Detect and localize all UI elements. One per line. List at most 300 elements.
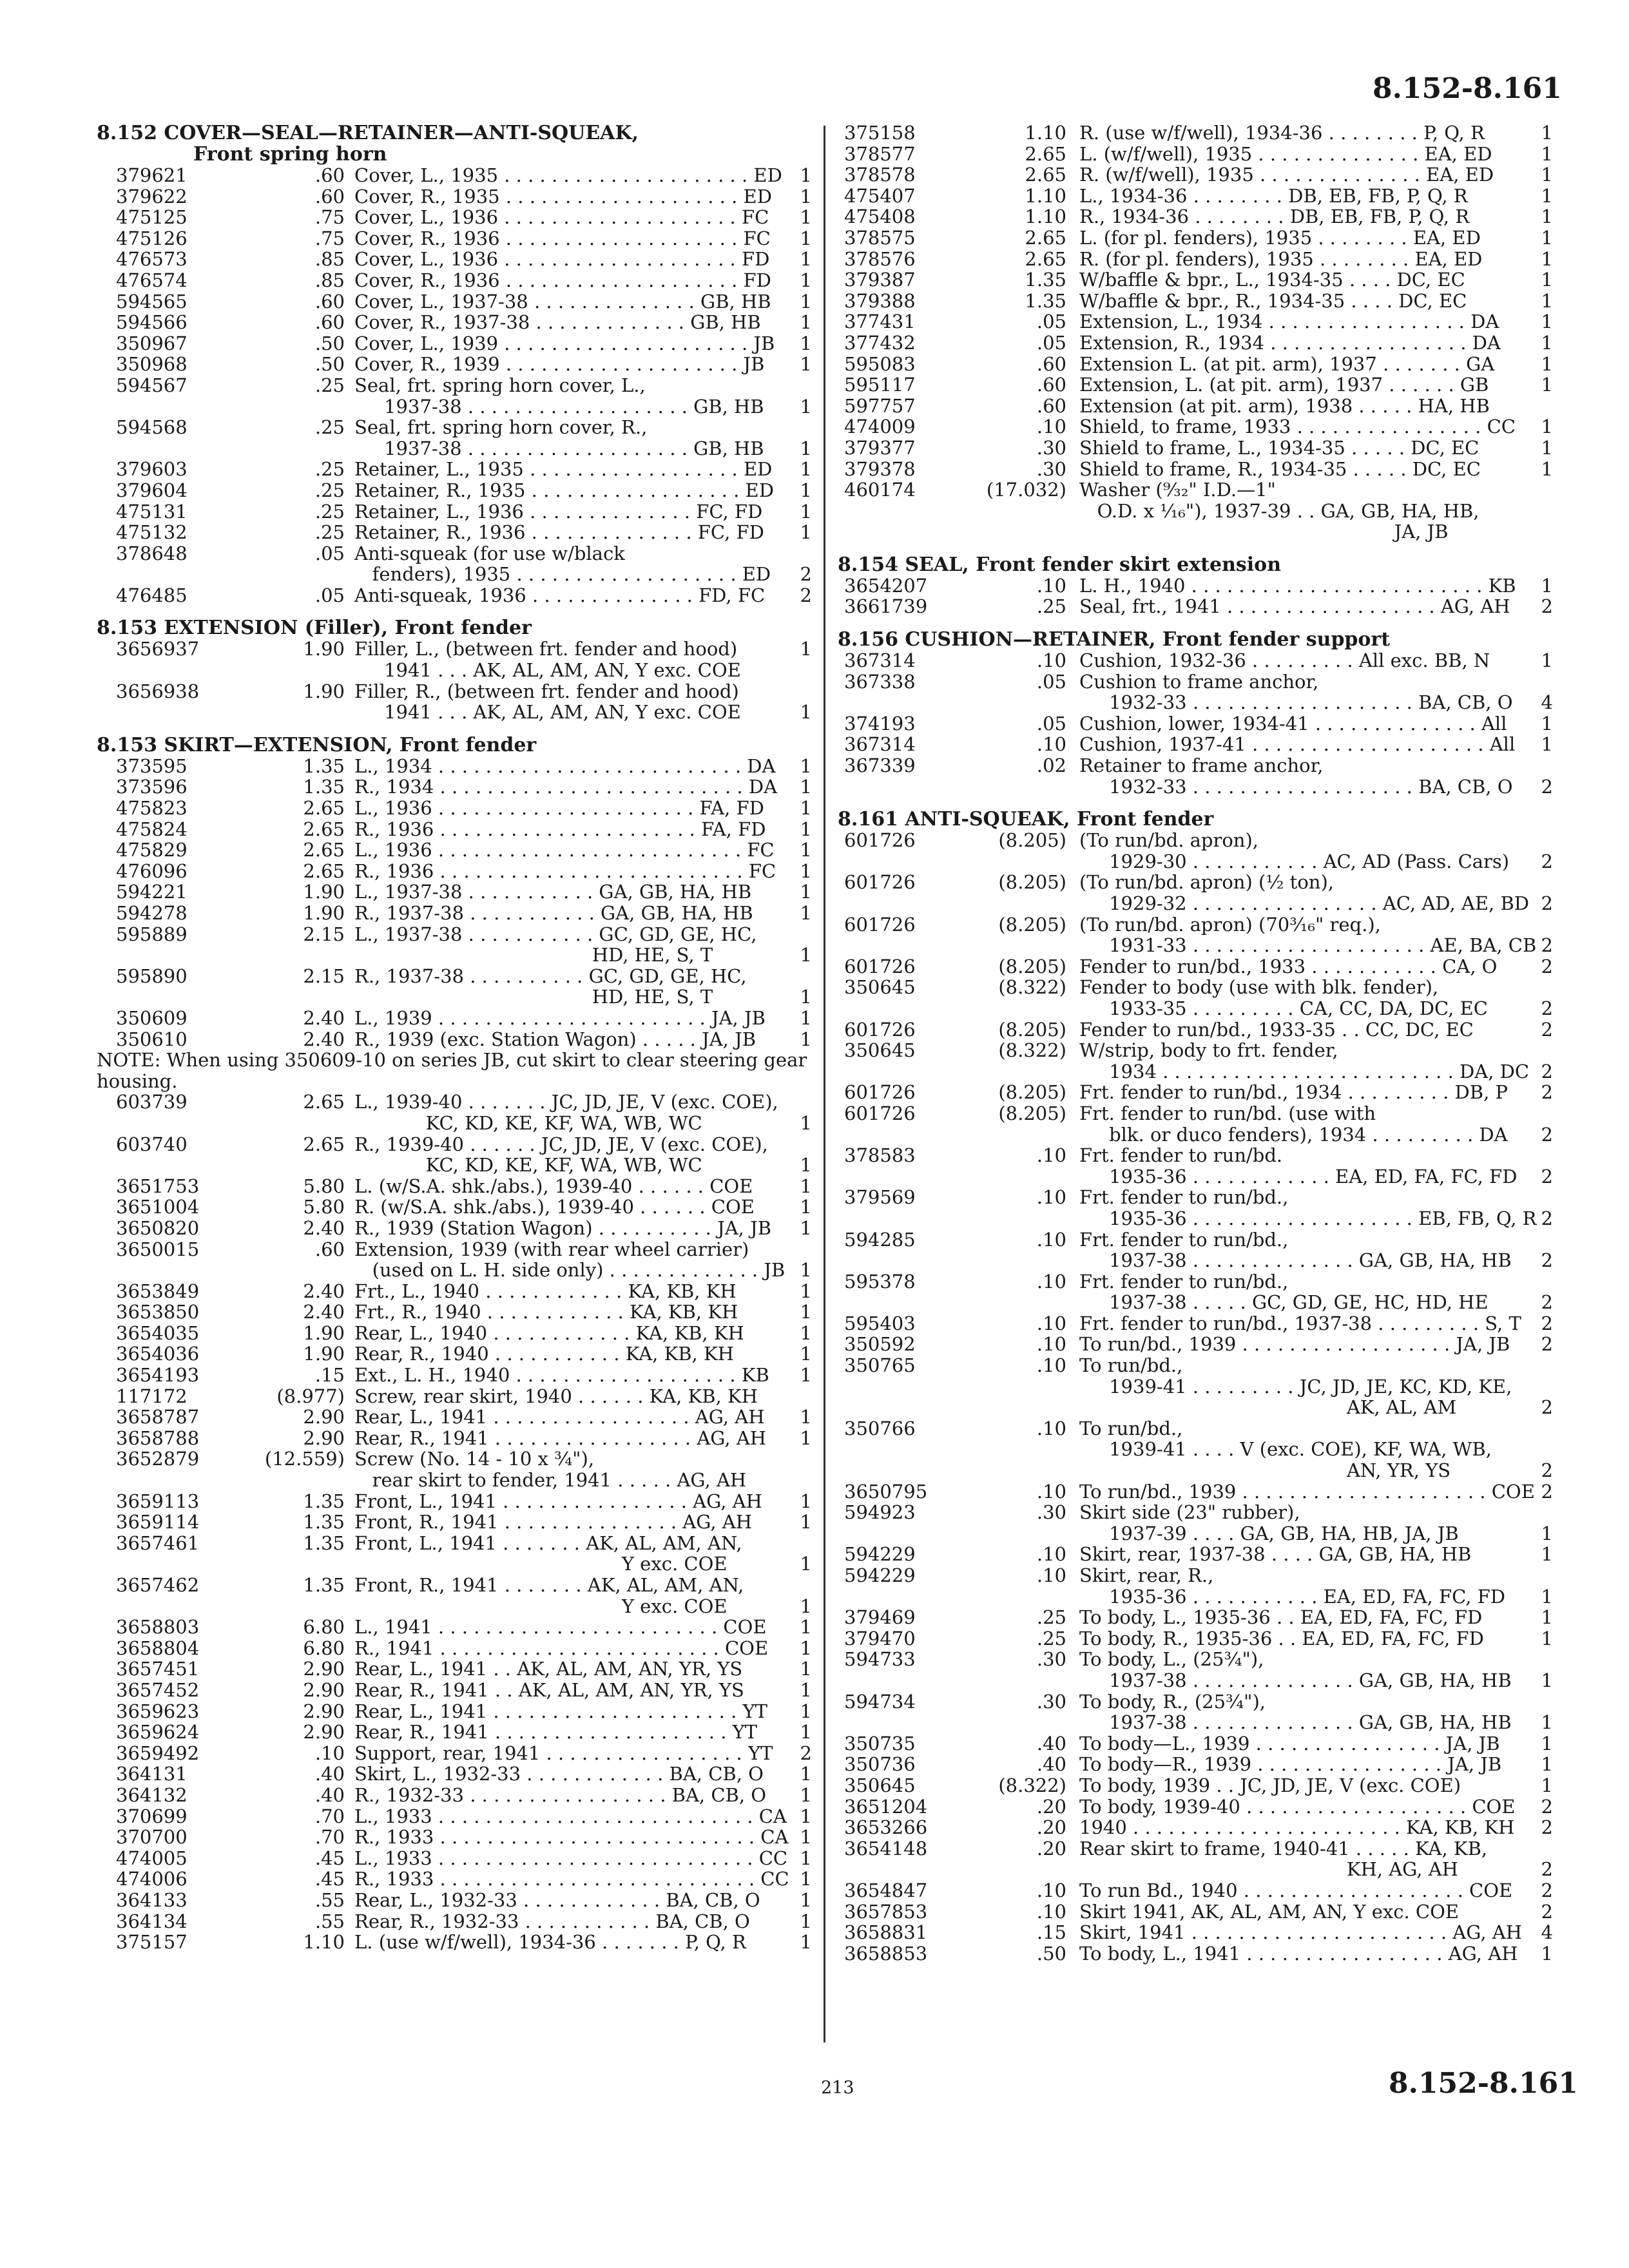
price: .10 [1036,1270,1066,1293]
part-number: 475125 [116,206,188,229]
part-number: 3658804 [116,1637,200,1659]
quantity: 1 [800,206,812,229]
parts-row [97,1658,812,1680]
description: Frt. fender to run/bd., 1937-38 . . . . . . . . . S, T [1079,1312,1521,1334]
quantity: 1 [800,754,812,777]
parts-row [97,1302,812,1323]
quantity: 2 [1541,1249,1553,1272]
part-number: 594567 [116,374,188,396]
parts-row [97,1491,812,1512]
parts-row [838,776,1553,798]
description: AN, YR, YS [1079,1459,1451,1482]
description: 1937-38 . . . . . . . . . . . . . . GA, GB, HA, HB [1079,1249,1512,1272]
price: .25 [314,374,345,396]
part-number: 597757 [844,394,916,417]
parts-row [97,1008,812,1029]
price: (8.205) [998,1018,1066,1041]
parts-row [97,1113,812,1134]
parts-row [838,1754,1553,1775]
part-number: 474005 [116,1847,188,1869]
part-number: 594221 [116,881,188,903]
description: Cover, R., 1939 . . . . . . . . . . . . . . . . . . . . JB [354,353,765,376]
quantity: 1 [1541,574,1553,597]
quantity: 1 [1541,1669,1553,1691]
quantity: 1 [800,944,812,966]
part-number: 595378 [844,1270,916,1293]
description: Retainer, R., 1936 . . . . . . . . . . . . . . FC, FD [354,521,764,544]
description: Fender to body (use with blk. fender), [1079,976,1439,999]
description: Skirt, rear, R., [1079,1564,1214,1586]
part-number: 379377 [844,436,916,459]
price: (8.205) [998,913,1066,936]
description: Cushion, 1932-36 . . . . . . . . . All exc. BB, N [1079,649,1490,672]
parts-row [838,354,1553,375]
price: .10 [1036,1354,1066,1377]
parts-row [838,186,1553,207]
part-number: 594733 [844,1648,916,1671]
description: Rear, L., 1932-33 . . . . . . . . . . . . BA, CB, O [354,1888,760,1911]
quantity: 1 [800,248,812,271]
parts-row [838,1880,1553,1901]
part-number: 601726 [844,829,916,852]
part-number: 373595 [116,754,188,777]
description: L., 1939-40 . . . . . . . JC, JD, JE, V (exc. COE), [354,1091,778,1113]
description: 1941 . . . AK, AL, AM, AN, Y exc. COE [354,659,741,682]
description: Cover, L., 1935 . . . . . . . . . . . . . . . . . . . . . ED [354,164,782,186]
parts-row [838,291,1553,312]
description: (To run/bd. apron) (½ ton), [1079,871,1334,894]
quantity: 1 [800,1595,812,1617]
parts-row [97,438,812,459]
quantity: 1 [800,479,812,501]
description: Filler, R., (between frt. fender and hood) [354,680,739,702]
part-number: 350609 [116,1006,188,1029]
part-number: 474006 [116,1868,188,1890]
parts-row [838,1733,1553,1754]
price: .10 [1036,1543,1066,1566]
section-heading: 8.156 CUSHION—RETAINER, Front fender support [838,628,1391,651]
description: Support, rear, 1941 . . . . . . . . . . . . . . . . . YT [354,1742,773,1764]
parts-row [97,756,812,777]
price: 2.15 [303,923,345,945]
quantity: 1 [800,860,812,882]
part-number: 594278 [116,902,188,924]
description: O.D. x ¹⁄₁₆"), 1937-39 . . GA, GB, HA, HB, [1079,499,1480,522]
quantity: 1 [1541,1543,1553,1566]
quantity: 2 [1541,1165,1553,1187]
part-number: 3658803 [116,1616,200,1639]
parts-row [97,1428,812,1449]
price: .50 [1036,1942,1066,1965]
description: L., 1933 . . . . . . . . . . . . . . . . . . . . . . . . . . . CC [354,1847,788,1869]
parts-row [838,851,1553,872]
quantity: 1 [1541,164,1553,186]
description: Extension (at pit. arm), 1938 . . . . . HA, HB [1079,394,1490,417]
price: 1.90 [303,680,345,702]
description: Screw, rear skirt, 1940 . . . . . . KA, KB, KH [354,1385,758,1407]
parts-row [838,956,1553,977]
price: .25 [1036,1627,1066,1649]
parts-row [838,1712,1553,1733]
description: L., 1937-38 . . . . . . . . . . . GC, GD, GE, HC, [354,923,757,945]
description: R., 1939 (exc. Station Wagon) . . . . . JA, JB [354,1028,757,1050]
price: .25 [314,500,345,523]
price: (12.559) [264,1448,345,1470]
quantity: 2 [1541,892,1553,914]
parts-row [838,1460,1553,1481]
quantity: 1 [800,797,812,820]
description: L. H., 1940 . . . . . . . . . . . . . . . . . . . . . . . . . KB [1079,574,1516,597]
part-number: 3659624 [116,1721,200,1744]
section-heading: 8.161 ANTI-SQUEAK, Front fender [838,808,1214,831]
part-number: 594229 [844,1564,916,1586]
quantity: 1 [1541,311,1553,333]
parts-row [97,1029,812,1050]
description: R., 1939 (Station Wagon) . . . . . . . . . . JA, JB [354,1216,772,1239]
part-number: 594566 [116,311,188,334]
part-number: 594568 [116,416,188,439]
quantity: 1 [800,1658,812,1680]
quantity: 1 [800,1154,812,1177]
description: HD, HE, S, T [354,944,713,966]
parts-row [97,417,812,438]
price: (8.205) [998,1102,1066,1124]
parts-row [838,755,1553,776]
quantity: 1 [800,311,812,334]
parts-row [838,1334,1553,1355]
description: Front, R., 1941 . . . . . . . AK, AL, AM, AN, [354,1574,744,1596]
price: .02 [1036,754,1066,777]
description: R., 1933 . . . . . . . . . . . . . . . . . . . . . . . . . . . CC [354,1868,789,1890]
part-number: 601726 [844,1102,916,1124]
parts-row [97,522,812,543]
part-number: 475131 [116,500,188,523]
parts-row [838,1775,1553,1796]
quantity: 1 [800,902,812,924]
parts-row [97,1785,812,1806]
description: L., 1934 . . . . . . . . . . . . . . . . . . . . . . . . . . DA [354,754,776,777]
price: .55 [314,1888,345,1911]
price: .45 [314,1868,345,1890]
description: 1929-32 . . . . . . . . . . . . . . . . AC, AD, AE, BD [1079,892,1530,914]
price: .75 [314,206,345,229]
part-number: 3654193 [116,1364,200,1387]
parts-row [97,1196,812,1218]
parts-row [838,998,1553,1019]
quantity: 2 [1541,1333,1553,1356]
parts-row [97,681,812,702]
part-number: 3657452 [116,1678,200,1701]
description: rear skirt to fender, 1941 . . . . . AG, AH [354,1469,747,1492]
part-number: 378576 [844,247,916,270]
description: 1934 . . . . . . . . . . . . . . . . . . . . . . . . . DA, DC [1079,1060,1530,1082]
price: .10 [1036,416,1066,438]
quantity: 1 [1541,269,1553,291]
description: L. (for pl. fenders), 1935 . . . . . . . . EA, ED [1079,226,1481,249]
part-number: 603739 [116,1091,188,1113]
quantity: 1 [800,1637,812,1659]
quantity: 2 [1541,1396,1553,1419]
quantity: 2 [1541,1207,1553,1229]
price: 1.90 [303,1343,345,1365]
part-number: 370700 [116,1826,188,1849]
description: R. (w/S.A. shk./abs.), 1939-40 . . . . . . COE [354,1196,755,1218]
parts-row [838,1376,1553,1398]
part-number: 379388 [844,289,916,312]
description: R., 1934 . . . . . . . . . . . . . . . . . . . . . . . . . . DA [354,776,778,798]
parts-row [838,1565,1553,1586]
parts-row [97,1701,812,1722]
quantity: 1 [1541,1627,1553,1649]
right-column [838,122,1553,1964]
description: Rear, R., 1941 . . . . . . . . . . . . . . . . . AG, AH [354,1427,767,1449]
description: Shield, to frame, 1933 . . . . . . . . . . . . . . . . CC [1079,416,1516,438]
description: 1937-38 . . . . . . . . . . . . . . GA, GB, HA, HB [1079,1669,1512,1691]
description: Retainer to frame anchor, [1079,754,1324,777]
price: 6.80 [303,1616,345,1639]
quantity: 1 [800,164,812,186]
price: .25 [314,479,345,501]
description: Screw (No. 14 - 10 x ¾"), [354,1448,595,1470]
quantity: 1 [1541,374,1553,396]
part-number: 379387 [844,269,916,291]
parts-row [97,1365,812,1386]
description: R., 1939-40 . . . . . . JC, JD, JE, V (exc. COE), [354,1133,768,1155]
quantity: 1 [1541,331,1553,354]
part-number: 475829 [116,839,188,861]
description: To body, R., 1935-36 . . EA, ED, FA, FC, FD [1079,1627,1484,1649]
parts-row [97,1869,812,1890]
quantity: 1 [800,1511,812,1533]
description: Cover, L., 1936 . . . . . . . . . . . . . . . . . . . . FD [354,248,770,271]
part-number: 3654036 [116,1343,200,1365]
quantity: 1 [800,1678,812,1701]
parts-row [838,1103,1553,1124]
price: 2.90 [303,1700,345,1722]
quantity: 1 [1541,142,1553,165]
parts-row [97,903,812,924]
part-number: 476573 [116,248,188,271]
price: .40 [314,1763,345,1785]
quantity: 1 [800,638,812,660]
part-number: 379621 [116,164,188,186]
parts-row [838,575,1553,597]
price: 1.10 [1025,184,1066,207]
price: 1.35 [303,1532,345,1554]
part-number: 601726 [844,1081,916,1104]
description: Rear, L., 1941 . . . . . . . . . . . . . . . . . AG, AH [354,1406,765,1428]
parts-row [838,227,1553,249]
description: L. (w/S.A. shk./abs.), 1939-40 . . . . . . COE [354,1175,753,1197]
description: Cover, R., 1936 . . . . . . . . . . . . . . . . . . . . FD [354,269,771,291]
parts-row [97,1848,812,1869]
description: L., 1937-38 . . . . . . . . . . . GA, GB, HA, HB [354,881,752,903]
part-number: 475407 [844,184,916,207]
description: Cover, L., 1936 . . . . . . . . . . . . . . . . . . . . FC [354,206,769,229]
parts-row [97,207,812,228]
description: L., 1934-36 . . . . . . . . DB, EB, FB, P, Q, R [1079,184,1468,207]
parts-row [838,1796,1553,1818]
part-number: 378578 [844,164,916,186]
quantity: 1 [800,395,812,418]
price: (8.205) [998,955,1066,977]
description: Skirt, L., 1932-33 . . . . . . . . . . . . BA, CB, O [354,1763,764,1785]
part-number: 379569 [844,1186,916,1209]
quantity: 1 [800,1216,812,1239]
quantity: 1 [1541,436,1553,459]
part-number: 378583 [844,1144,916,1167]
price: .50 [314,332,345,354]
parts-row [838,1859,1553,1880]
part-number: 364131 [116,1763,188,1785]
description: R. (use w/f/well), 1934-36 . . . . . . . . P, Q, R [1079,122,1485,144]
description: Cushion, 1937-41 . . . . . . . . . . . . . . . . . . . . All [1079,733,1516,756]
quantity: 1 [800,1259,812,1282]
quantity: 1 [800,1490,812,1512]
parts-row [97,543,812,564]
parts-row [97,186,812,207]
parts-row [97,165,812,186]
quantity: 1 [800,1553,812,1575]
description: 1932-33 . . . . . . . . . . . . . . . . . . . BA, CB, O [1079,775,1513,798]
quantity: 2 [1541,595,1553,618]
part-number: 3659623 [116,1700,200,1722]
quantity: 1 [800,1006,812,1029]
parts-row [97,1470,812,1491]
price: .60 [314,164,345,186]
description: Cover, L., 1937-38 . . . . . . . . . . . . . . GB, HB [354,290,771,312]
description: Rear skirt to frame, 1940-41 . . . . . KA, KB, [1079,1837,1488,1860]
part-number: 594734 [844,1690,916,1713]
price: 1.35 [303,1511,345,1533]
description: Retainer, L., 1935 . . . . . . . . . . . . . . . . . . ED [354,458,773,481]
parts-row [97,1218,812,1239]
quantity: 1 [1541,649,1553,672]
description: L., 1936 . . . . . . . . . . . . . . . . . . . . . . . . . . FC [354,839,775,861]
description: L. (use w/f/well), 1934-36 . . . . . . . P, Q, R [354,1931,746,1954]
description: JA, JB [1079,521,1449,543]
part-number: 475126 [116,227,188,249]
quantity: 1 [800,1783,812,1806]
description: HD, HE, S, T [354,986,713,1008]
quantity: 2 [1541,1459,1553,1482]
quantity: 2 [800,584,812,606]
price: .60 [314,290,345,312]
quantity: 4 [1541,1921,1553,1944]
parts-row [838,914,1553,936]
part-number: 476096 [116,860,188,882]
description: Retainer, L., 1936 . . . . . . . . . . . . . . FC, FD [354,500,763,523]
price: .20 [1036,1837,1066,1860]
price: .25 [1036,595,1066,618]
quantity: 1 [800,290,812,312]
parts-row [838,1628,1553,1649]
description: 1937-38 . . . . . . . . . . . . . . GA, GB, HA, HB [1079,1711,1512,1734]
parts-row [97,1343,812,1365]
description: Cover, R., 1937-38 . . . . . . . . . . . . . GB, HB [354,311,761,334]
parts-row [838,734,1553,755]
part-number: 377432 [844,331,916,354]
price: .05 [1036,331,1066,354]
parts-row [838,1439,1553,1460]
description: To run/bd., [1079,1417,1183,1439]
quantity: 1 [1541,1585,1553,1608]
parts-row [838,1061,1553,1082]
description: blk. or duco fenders), 1934 . . . . . . . . . DA [1079,1123,1508,1146]
parts-row [838,1586,1553,1608]
description: R., 1933 . . . . . . . . . . . . . . . . . . . . . . . . . . . CA [354,1826,789,1849]
part-number: 3658853 [844,1942,928,1965]
quantity: 2 [1541,1312,1553,1334]
parts-row [97,861,812,882]
price: 1.35 [303,1490,345,1512]
parts-row [97,1575,812,1596]
quantity: 1 [800,458,812,481]
description: To run Bd., 1940 . . . . . . . . . . . . . . . . . . . COE [1079,1879,1513,1901]
part-number: 475408 [844,206,916,228]
description: To run/bd., [1079,1354,1183,1377]
quantity: 1 [1541,184,1553,207]
description: R. (w/f/well), 1935 . . . . . . . . . . . . . . EA, ED [1079,164,1494,186]
description: L. (w/f/well), 1935 . . . . . . . . . . . . . . EA, ED [1079,142,1492,165]
part-number: 350645 [844,1039,916,1062]
part-number: 379378 [844,457,916,480]
parts-row [97,564,812,585]
part-number: 601726 [844,955,916,977]
description: Frt. fender to run/bd., [1079,1270,1289,1293]
part-number: 475132 [116,521,188,544]
part-number: 3651204 [844,1795,928,1818]
quantity: 2 [1541,1879,1553,1901]
price: (8.205) [998,829,1066,852]
description: Shield to frame, R., 1934-35 . . . . . DC, EC [1079,457,1481,480]
price: .05 [1036,311,1066,333]
part-number: 595889 [116,923,188,945]
quantity: 1 [800,1847,812,1869]
part-number: 3659114 [116,1511,200,1533]
price: .60 [1036,374,1066,396]
price: .85 [314,269,345,291]
description: To body, 1939 . . JC, JD, JE, V (exc. COE) [1079,1774,1461,1796]
part-number: 367314 [844,733,916,756]
quantity: 1 [800,1763,812,1785]
price: .30 [1036,1648,1066,1671]
part-number: 377431 [844,311,916,333]
quantity: 1 [800,1196,812,1218]
description: L., 1941 . . . . . . . . . . . . . . . . . . . . . . . . COE [354,1616,767,1639]
parts-row [838,459,1553,480]
description: 1940 . . . . . . . . . . . . . . . . . . . . . . . KA, KB, KH [1079,1816,1515,1839]
part-number: 117172 [116,1385,188,1407]
description: R., 1934-36 . . . . . . . . DB, EB, FB, P, Q, R [1079,206,1470,228]
quantity: 1 [800,500,812,523]
quantity: 2 [1541,1795,1553,1818]
price: .60 [1036,352,1066,375]
part-number: 460174 [844,479,916,501]
price: 2.90 [303,1658,345,1680]
parts-row [97,312,812,333]
description: Y exc. COE [354,1553,728,1575]
section-note: NOTE: When using 350609-10 on series JB, cut skirt to clear steering gear housing. [97,1049,807,1092]
description: Extension, 1939 (with rear wheel carrier) [354,1238,749,1260]
description: 1935-36 . . . . . . . . . . . EA, ED, FA, FC, FD [1079,1585,1506,1608]
price: .75 [314,227,345,249]
quantity: 1 [800,1931,812,1954]
part-number: 379603 [116,458,188,481]
price: .25 [1036,1606,1066,1629]
part-number: 367339 [844,754,916,777]
part-number: 595890 [116,965,188,987]
